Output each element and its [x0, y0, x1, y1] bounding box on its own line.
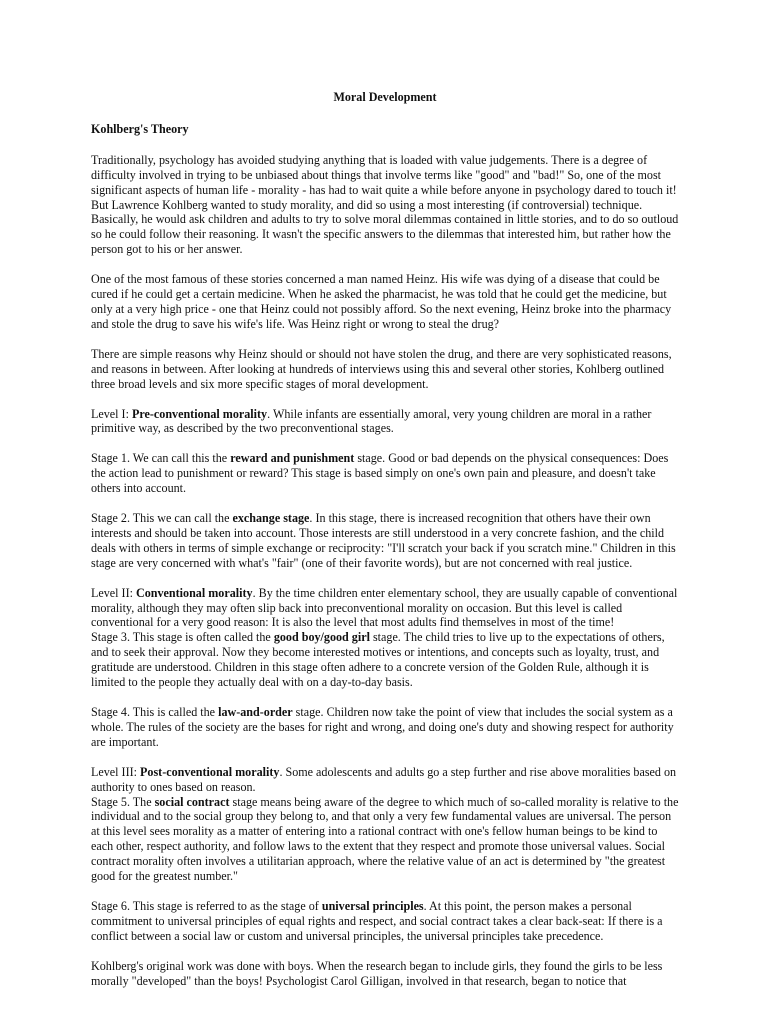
paragraph-level-1: Level I: Pre-conventional morality. While infants are essentially amoral, very young children are moral in a rather primitive way, as described by the two preconventional stages.	[91, 406, 652, 436]
term-pre-conventional: Pre-conventional morality	[131, 406, 268, 421]
paragraph-level-2-and-stage-3: Level II: Conventional morality. By the time children enter elementary school, they are usually capable of conventional morality, although they may often slip back into preconventional morality on occasion. But this level is called conventional for a very good reason: It is also the level that most adults find themselves in most of the time! Stage 3. This stage is often called the good boy/good girl stage. The child tries to live up to the expectations of others, and to seek their approval. Now they become interested motives or intentions, and concepts such as loyalty, trust, and gratitude are understood. Children in this stage often adhere to a concrete version of the Golden Rule, although it is limited to the people they actually deal with on a day-to-day basis.	[91, 585, 678, 690]
paragraph-stage-6: Stage 6. This stage is referred to as the stage of universal principles. At this point, the person makes a personal commitment to universal principles of equal rights and respect, and social contract takes a clear back-seat: If there is a conflict between a social law or custom and universal principles, the universal principles take precedence.	[91, 898, 663, 943]
section-heading: Kohlberg's Theory	[91, 121, 189, 136]
paragraph-stage-1: Stage 1. We can call this the reward and punishment stage. Good or bad depends on the physical consequences: Does the action lead to punishment or reward? This stage is based simply on one's own pain and pleasure, and doesn't take others into account.	[91, 451, 669, 496]
paragraph-level-3-and-stage-5: Level III: Post-conventional morality. Some adolescents and adults go a step further and rise above moralities based on authority to ones based on reason. Stage 5. The social contract stage means being aware of the degree to which much of so-called morality is relative to the individual and to the social group they belong to, and that only a very few fundamental values are universal. The person at this level sees morality as a matter of entering into a rational contract with one's fellow human beings to be kind to each other, respect authority, and follow laws to the extent that they respect and promote those universal values. Social contract morality often involves a utilitarian approach, where the relative value of an act is determined by "the greatest good for the greatest number."	[91, 764, 679, 884]
term-good-boy-good-girl: good boy/good girl	[273, 630, 370, 645]
paragraph-heinz-story: One of the most famous of these stories concerned a man named Heinz. His wife was dying of a disease that could be cured if he could get a certain medicine. When he asked the pharmacist, he was told that he could get the medicine, but only at a very high price - one that Heinz could not possibly afford. So the next evening, Heinz broke into the pharmacy and stole the drug to save his wife's life. Was Heinz right or wrong to steal the drug?	[91, 272, 672, 331]
term-universal-principles: universal principles	[321, 898, 424, 913]
term-reward-punishment: reward and punishment	[230, 451, 355, 466]
document-body	[91, 90, 679, 1004]
term-conventional: Conventional morality	[136, 585, 253, 600]
paragraph-stage-4: Stage 4. This is called the law-and-order stage. Children now take the point of view that includes the social system as a whole. The rules of the society are the bases for right and wrong, and doing one's duty and showing respect for authority are important.	[91, 705, 674, 749]
paragraph-stage-2: Stage 2. This we can call the exchange stage. In this stage, there is increased recognition that others have their own interests and should be taken into account. Those interests are still understood in a very concrete fashion, and the child deals with others in terms of simple exchange or reciprocity: "I'll scratch your back if you scratch mine." Children in this stage are very concerned with what's "fair" (one of their favorite words), but are not concerned with real justice.	[91, 511, 676, 570]
paragraph-levels-overview: There are simple reasons why Heinz should or should not have stolen the drug, and there are very sophisticated reasons, and reasons in between. After looking at hundreds of interviews using this and several other stories, Kohlberg outlined three broad levels and six more specific stages of moral development.	[91, 346, 672, 391]
term-social-contract: social contract	[154, 794, 230, 809]
term-law-and-order: law-and-order	[218, 705, 293, 719]
paragraph-gilligan: Kohlberg's original work was done with boys. When the research began to include girls, they found the girls to be less morally "developed" than the boys! Psychologist Carol Gilligan, involved in that research, began to notice that	[91, 958, 663, 988]
document-title: Moral Development	[333, 90, 437, 104]
paragraph-intro: Traditionally, psychology has avoided studying anything that is loaded with value judgements. There is a degree of difficulty involved in trying to be unbiased about things that involve terms like "good" and "bad!" So, one of the most significant aspects of human life - morality - has had to wait quite a while before anyone in psychology dared to touch it! But Lawrence Kohlberg wanted to study morality, and did so using a most interesting (if controversial) technique. Basically, he would ask children and adults to try to solve moral dilemmas contained in little stories, and to do so outloud so he could follow their reasoning. It wasn't the specific answers to the dilemmas that interested him, but rather how the person got to his or her answer.	[91, 152, 679, 257]
term-post-conventional: Post-conventional morality	[140, 764, 280, 779]
term-exchange-stage: exchange stage	[232, 511, 310, 526]
